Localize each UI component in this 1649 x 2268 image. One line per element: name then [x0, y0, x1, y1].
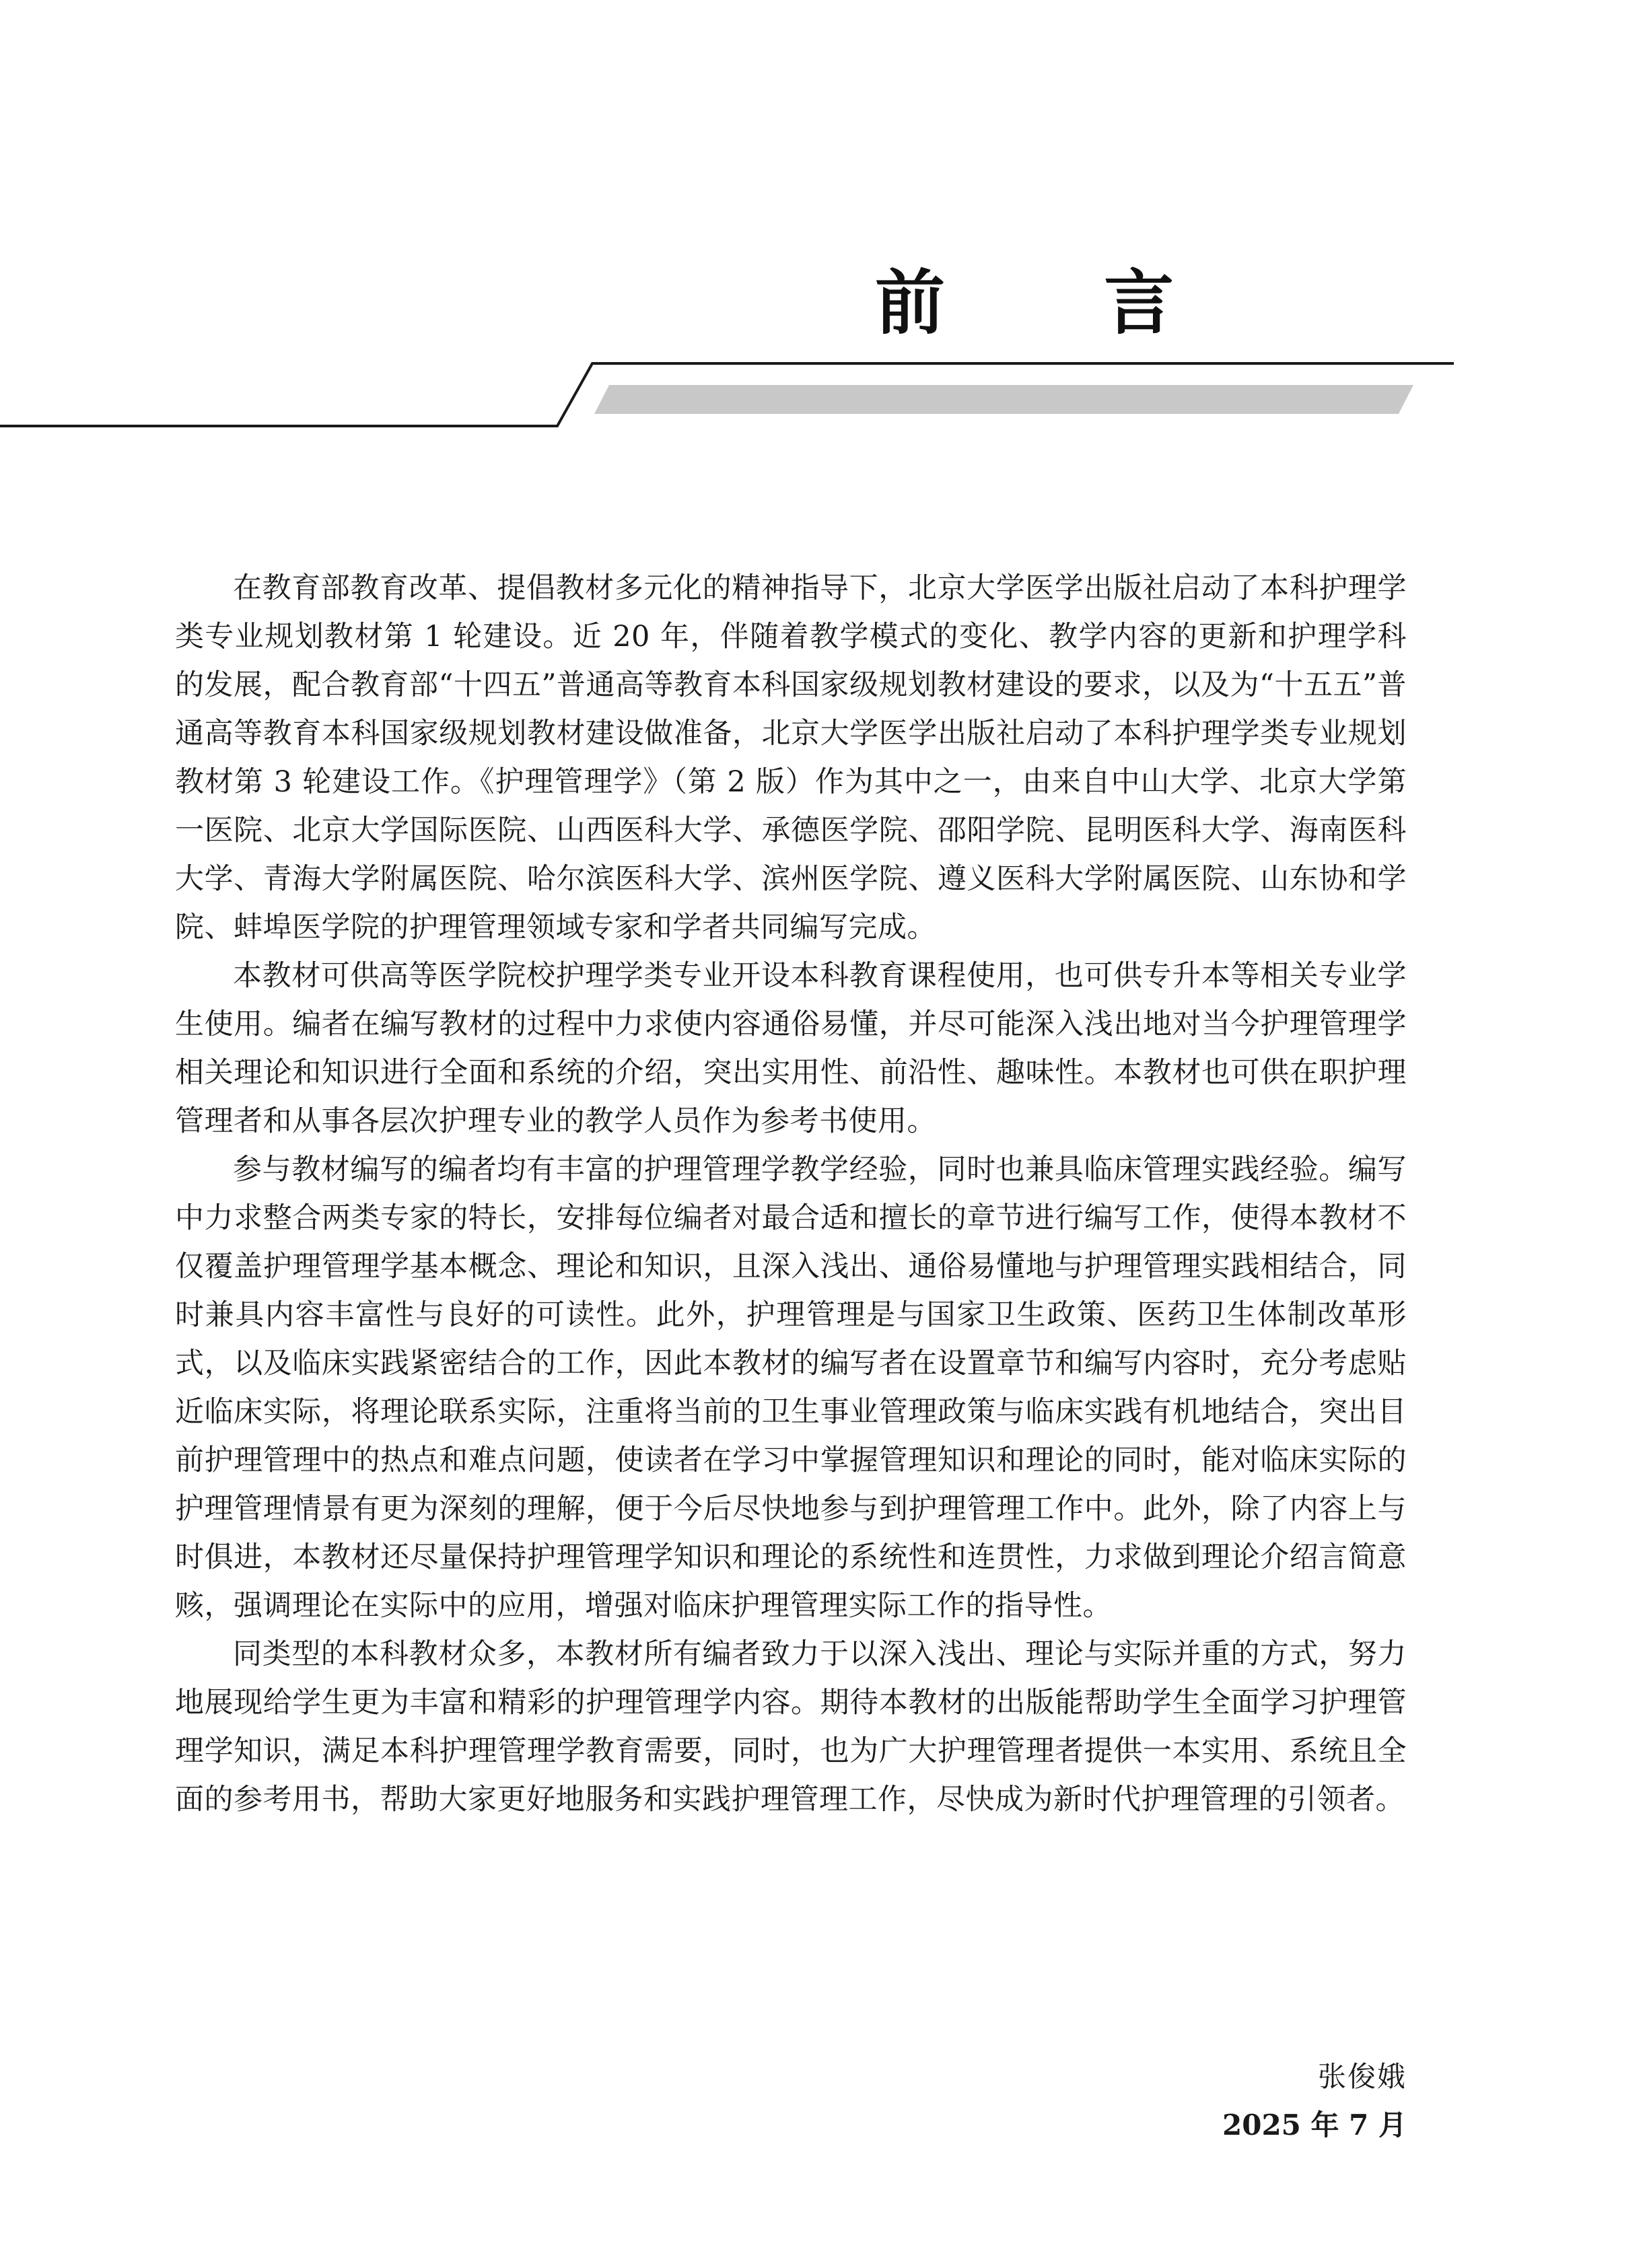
header-decoration [0, 0, 1649, 471]
preface-paragraph: 参与教材编写的编者均有丰富的护理管理学教学经验，同时也兼具临床管理实践经验。编写中力求整合两类专家的特长，安排每位编者对最合适和擅长的章节进行编写工作，使得本教材不仅覆盖护理管理学基本概念、理论和知识，且深入浅出、通俗易懂地与护理管理实践相结合，同时兼具内容丰富性与良好的可读性。此外，护理管理是与国家卫生政策、医药卫生体制改革形式，以及临床实践紧密结合的工作，因此本教材的编写者在设置章节和编写内容时，充分考虑贴近临床实际，将理论联系实际，注重将当前的卫生事业管理政策与临床实践有机地结合，突出目前护理管理中的热点和难点问题，使读者在学习中掌握管理知识和理论的同时，能对临床实际的护理管理情景有更为深刻的理解，便于今后尽快地参与到护理管理工作中。此外，除了内容上与时俱进，本教材还尽量保持护理管理学知识和理论的系统性和连贯性，力求做到理论介绍言简意赅，强调理论在实际中的应用，增强对临床护理管理实际工作的指导性。 [175, 1153, 1407, 1623]
preface-body [175, 564, 1407, 1824]
header-gray-band [594, 385, 1413, 414]
signature-date: 2025 年 7 月 [1222, 2108, 1407, 2141]
preface-paragraph: 本教材可供高等医学院校护理学类专业开设本科教育课程使用，也可供专升本等相关专业学生使用。编者在编写教材的过程中力求使内容通俗易懂，并尽可能深入浅出地对当今护理管理学相关理论和知识进行全面和系统的介绍，突出实用性、前沿性、趣味性。本教材也可供在职护理管理者和从事各层次护理专业的教学人员作为参考书使用。 [175, 959, 1407, 1138]
signature-author: 张俊娥 [1317, 2060, 1407, 2093]
signature-block [1222, 2053, 1407, 2150]
preface-paragraph: 在教育部教育改革、提倡教材多元化的精神指导下，北京大学医学出版社启动了本科护理学类专业规划教材第 1 轮建设。近 20 年，伴随着教学模式的变化、教学内容的更新和护理学科的发展，配合教育部“十四五”普通高等教育本科国家级规划教材建设的要求，以及为“十五五”普通高等教育本科国家级规划教材建设做准备，北京大学医学出版社启动了本科护理学类专业规划教材第 3 轮建设工作。《护理管理学》（第 2 版）作为其中之一，由来自中山大学、北京大学第一医院、北京大学国际医院、山西医科大学、承德医学院、邵阳学院、昆明医科大学、海南医科大学、青海大学附属医院、哈尔滨医科大学、滨州医学院、遵义医科大学附属医院、山东协和学院、蚌埠医学院的护理管理领域专家和学者共同编写完成。 [175, 571, 1407, 944]
page-title: 前 言 [875, 261, 1242, 344]
preface-paragraph: 同类型的本科教材众多，本教材所有编者致力于以深入浅出、理论与实际并重的方式，努力地展现给学生更为丰富和精彩的护理管理学内容。期待本教材的出版能帮助学生全面学习护理管理学知识，满足本科护理管理学教育需要，同时，也为广大护理管理者提供一本实用、系统且全面的参考用书，帮助大家更好地服务和实践护理管理工作，尽快成为新时代护理管理的引领者。 [175, 1637, 1407, 1816]
